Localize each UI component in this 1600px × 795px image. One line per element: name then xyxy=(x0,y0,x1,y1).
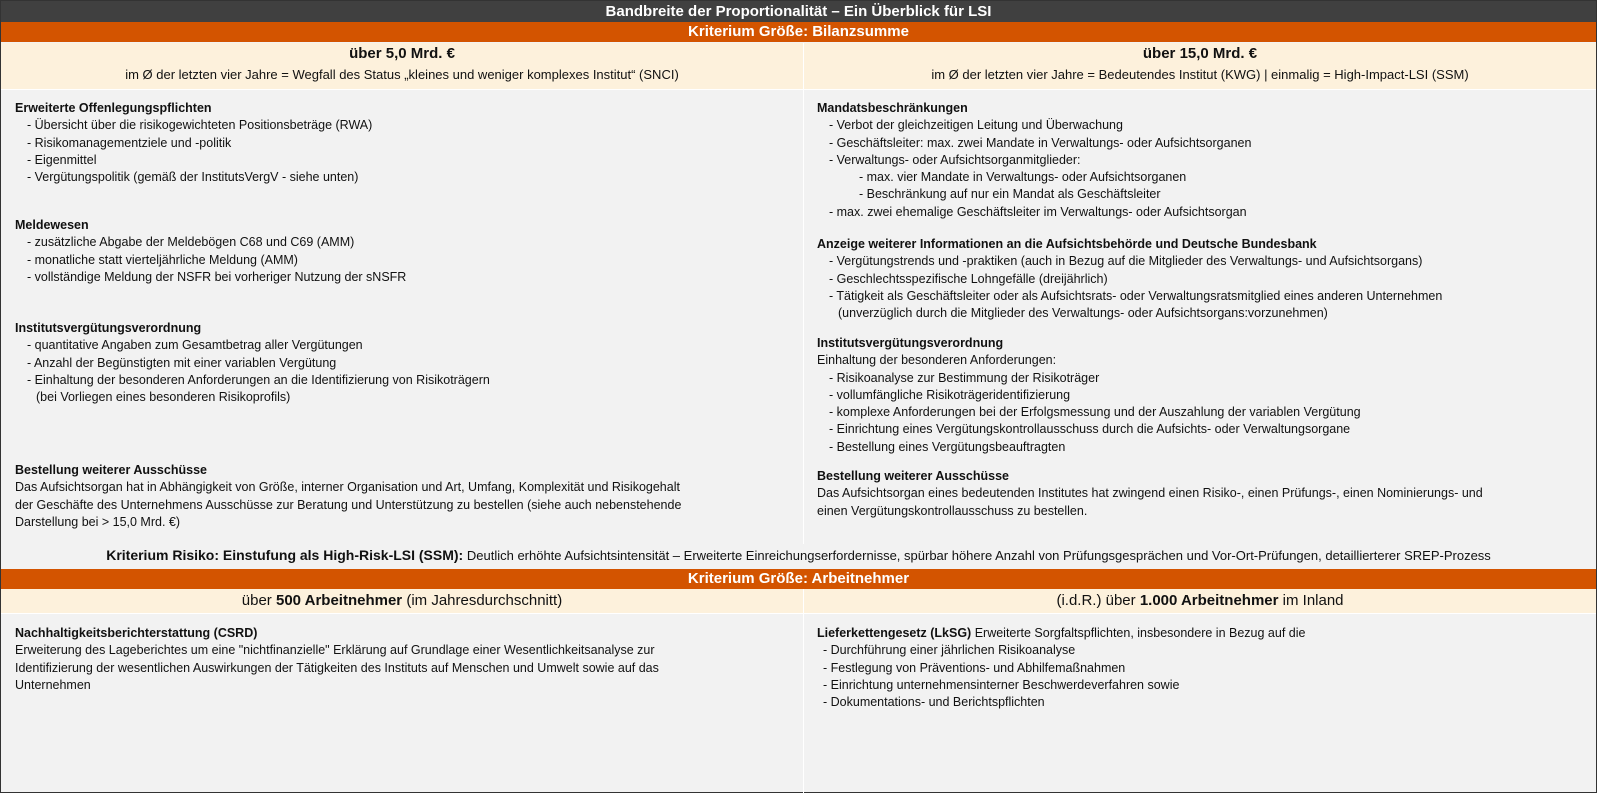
list-item: - Vergütungstrends und -praktiken (auch in Bezug auf die Mitglieder des Verwaltungs- und Aufsichtsorgans) xyxy=(829,254,1423,269)
list-item: - Eigenmittel xyxy=(27,152,97,167)
balance-left-content xyxy=(15,320,787,406)
risk-text: Deutlich erhöhte Aufsichtsintensität – Erweiterte Einreichungserfordernisse, spürbar höhere Anzahl von Prüfungsgesprächen und Vor-Ort-Prüfungen, detaillierterer SREP-Prozess xyxy=(466,548,1491,563)
list-item: - vollständige Meldung der NSFR bei vorheriger Nutzung der sNSFR xyxy=(27,269,407,284)
list-item: - Festlegung von Präventions- und Abhilfemaßnahmen xyxy=(823,660,1126,675)
employees-left-heading-bold: 500 Arbeitnehmer xyxy=(275,592,403,609)
balance-left-content xyxy=(15,462,787,531)
balance-right-content xyxy=(817,335,1587,456)
balance-left-subheader xyxy=(1,43,803,89)
section-title: Meldewesen xyxy=(15,218,89,232)
list-item: - Dokumentations- und Berichtspflichten xyxy=(823,695,1045,710)
list-item: - Verbot der gleichzeitigen Leitung und Überwachung xyxy=(829,118,1123,133)
list-item: - Verwaltungs- oder Aufsichtsorganmitglieder: xyxy=(829,152,1081,167)
list-item: - Geschlechtsspezifische Lohngefälle (dreijährlich) xyxy=(829,271,1108,286)
section-title: Institutsvergütungsverordnung xyxy=(15,321,202,335)
list-item: (bei Vorliegen eines besonderen Risikoprofils) xyxy=(36,390,291,405)
column-divider xyxy=(803,43,804,544)
list-item: - Einhaltung der besonderen Anforderungen an die Identifizierung von Risikoträgern xyxy=(27,372,490,387)
text-line: Unternehmen xyxy=(15,677,91,692)
text-line: einen Vergütungskontrollausschuss zu bestellen. xyxy=(817,503,1088,518)
text-line: Erweiterung des Lageberichtes um eine "nichtfinanzielle" Erklärung auf Grundlage einer Wesentlichkeitsanalyse zur xyxy=(15,643,655,658)
balance-left-heading: über 5,0 Mrd. € xyxy=(349,45,455,62)
list-item: - Einrichtung unternehmensinterner Beschwerdeverfahren sowie xyxy=(823,677,1180,692)
section-title-rest: Erweiterte Sorgfaltspflichten, insbesondere in Bezug auf die xyxy=(971,626,1306,640)
balance-left-content xyxy=(15,100,787,186)
employees-right-heading-pre: (i.d.R.) über xyxy=(1056,592,1140,609)
list-item: - Übersicht über die risikogewichteten Positionsbeträge (RWA) xyxy=(27,118,373,133)
list-item: - Geschäftsleiter: max. zwei Mandate in Verwaltungs- oder Aufsichtsorganen xyxy=(829,135,1252,150)
list-item: - Durchführung einer jährlichen Risikoanalyse xyxy=(823,643,1076,658)
risk-label: Kriterium Risiko: Einstufung als High-Risk-LSI (SSM): xyxy=(106,547,464,563)
page-title: Bandbreite der Proportionalität – Ein Überblick für LSI xyxy=(1,1,1596,22)
criterion-employees-header: Kriterium Größe: Arbeitnehmer xyxy=(1,569,1596,589)
text-line: der Geschäfte des Unternehmens Ausschüsse zur Beratung und Unterstützung zu bestellen (siehe auch nebenstehende xyxy=(15,497,682,512)
list-item: - Vergütungspolitik (gemäß der InstitutsVergV - siehe unten) xyxy=(27,170,359,185)
balance-right-subheading: im Ø der letzten vier Jahre = Bedeutendes Institut (KWG) | einmalig = High-Impact-LSI (SSM) xyxy=(931,67,1469,82)
criterion-balance-header: Kriterium Größe: Bilanzsumme xyxy=(1,22,1596,42)
list-item: - Einrichtung eines Vergütungskontrollausschuss durch die Aufsichts- oder Verwaltungsorgane xyxy=(829,422,1351,437)
text-line: Identifizierung der wesentlichen Auswirkungen der Tätigkeiten des Instituts auf Menschen und Umwelt sowie auf das xyxy=(15,660,659,675)
section-title: Lieferkettengesetz (LkSG) xyxy=(817,626,972,640)
employees-left-heading-pre: über xyxy=(241,592,276,609)
list-item: - Bestellung eines Vergütungsbeauftragten xyxy=(829,439,1066,454)
section-title: Erweiterte Offenlegungspflichten xyxy=(15,101,212,115)
balance-right-heading: über 15,0 Mrd. € xyxy=(1142,45,1258,62)
section-title: Institutsvergütungsverordnung xyxy=(817,336,1004,350)
employees-right-content xyxy=(817,625,1587,711)
list-item: - Risikoanalyse zur Bestimmung der Risikoträger xyxy=(829,370,1100,385)
text-line: Einhaltung der besonderen Anforderungen: xyxy=(817,353,1057,368)
list-item: - max. zwei ehemalige Geschäftsleiter im Verwaltungs- oder Aufsichtsorgan xyxy=(829,204,1247,219)
list-item: - komplexe Anforderungen bei der Erfolgsmessung und der Auszahlung der variablen Vergütung xyxy=(829,405,1361,420)
section-title: Anzeige weiterer Informationen an die Aufsichtsbehörde und Deutsche Bundesbank xyxy=(817,237,1317,251)
balance-right-content xyxy=(817,236,1587,322)
list-item: - monatliche statt vierteljährliche Meldung (AMM) xyxy=(27,252,298,267)
balance-right-content xyxy=(817,100,1587,221)
list-item: - zusätzliche Abgabe der Meldebögen C68 und C69 (AMM) xyxy=(27,235,355,250)
list-item: - vollumfängliche Risikoträgeridentifizierung xyxy=(829,387,1071,402)
employees-left-content xyxy=(15,625,787,694)
list-item: - Beschränkung auf nur ein Mandat als Geschäftsleiter xyxy=(859,187,1161,202)
list-item: (unverzüglich durch die Mitglieder des Verwaltungs- oder Aufsichtsorgans:vorzunehmen) xyxy=(838,306,1328,321)
column-divider xyxy=(803,589,804,793)
risk-criterion xyxy=(1,544,1596,566)
text-line: Das Aufsichtsorgan eines bedeutenden Institutes hat zwingend einen Risiko-, einen Prüfungs-, einen Nominierungs- und xyxy=(817,486,1483,501)
employees-right-heading-post: im Inland xyxy=(1278,592,1344,609)
balance-left-content xyxy=(15,217,787,286)
employees-left-subheader xyxy=(1,589,803,613)
list-item: - Anzahl der Begünstigten mit einer variablen Vergütung xyxy=(27,355,337,370)
text-line: Darstellung bei > 15,0 Mrd. €) xyxy=(15,514,181,529)
balance-right-subheader xyxy=(804,43,1596,89)
row-divider xyxy=(1,89,1596,90)
employees-left-heading-post: (im Jahresdurchschnitt) xyxy=(402,592,563,609)
list-item: - max. vier Mandate in Verwaltungs- oder Aufsichtsorganen xyxy=(859,170,1187,185)
balance-right-content xyxy=(817,468,1587,520)
section-title: Nachhaltigkeitsberichterstattung (CSRD) xyxy=(15,626,258,640)
text-line: Das Aufsichtsorgan hat in Abhängigkeit von Größe, interner Organisation und Art, Umfang, Komplexität und Risikogehalt xyxy=(15,480,680,495)
list-item: - quantitative Angaben zum Gesamtbetrag aller Vergütungen xyxy=(27,338,363,353)
balance-left-subheading: im Ø der letzten vier Jahre = Wegfall des Status „kleines und weniger komplexes Institut“ (SNCI) xyxy=(125,67,679,82)
section-title: Bestellung weiterer Ausschüsse xyxy=(817,469,1009,483)
list-item: - Risikomanagementziele und -politik xyxy=(27,135,232,150)
employees-right-subheader xyxy=(804,589,1596,613)
section-title: Mandatsbeschränkungen xyxy=(817,101,968,115)
section-title: Bestellung weiterer Ausschüsse xyxy=(15,463,207,477)
employees-right-heading-bold: 1.000 Arbeitnehmer xyxy=(1139,592,1279,609)
row-divider xyxy=(1,613,1596,614)
list-item: - Tätigkeit als Geschäftsleiter oder als Aufsichtsrats- oder Verwaltungsratsmitglied eines anderen Unternehmen xyxy=(829,288,1443,303)
